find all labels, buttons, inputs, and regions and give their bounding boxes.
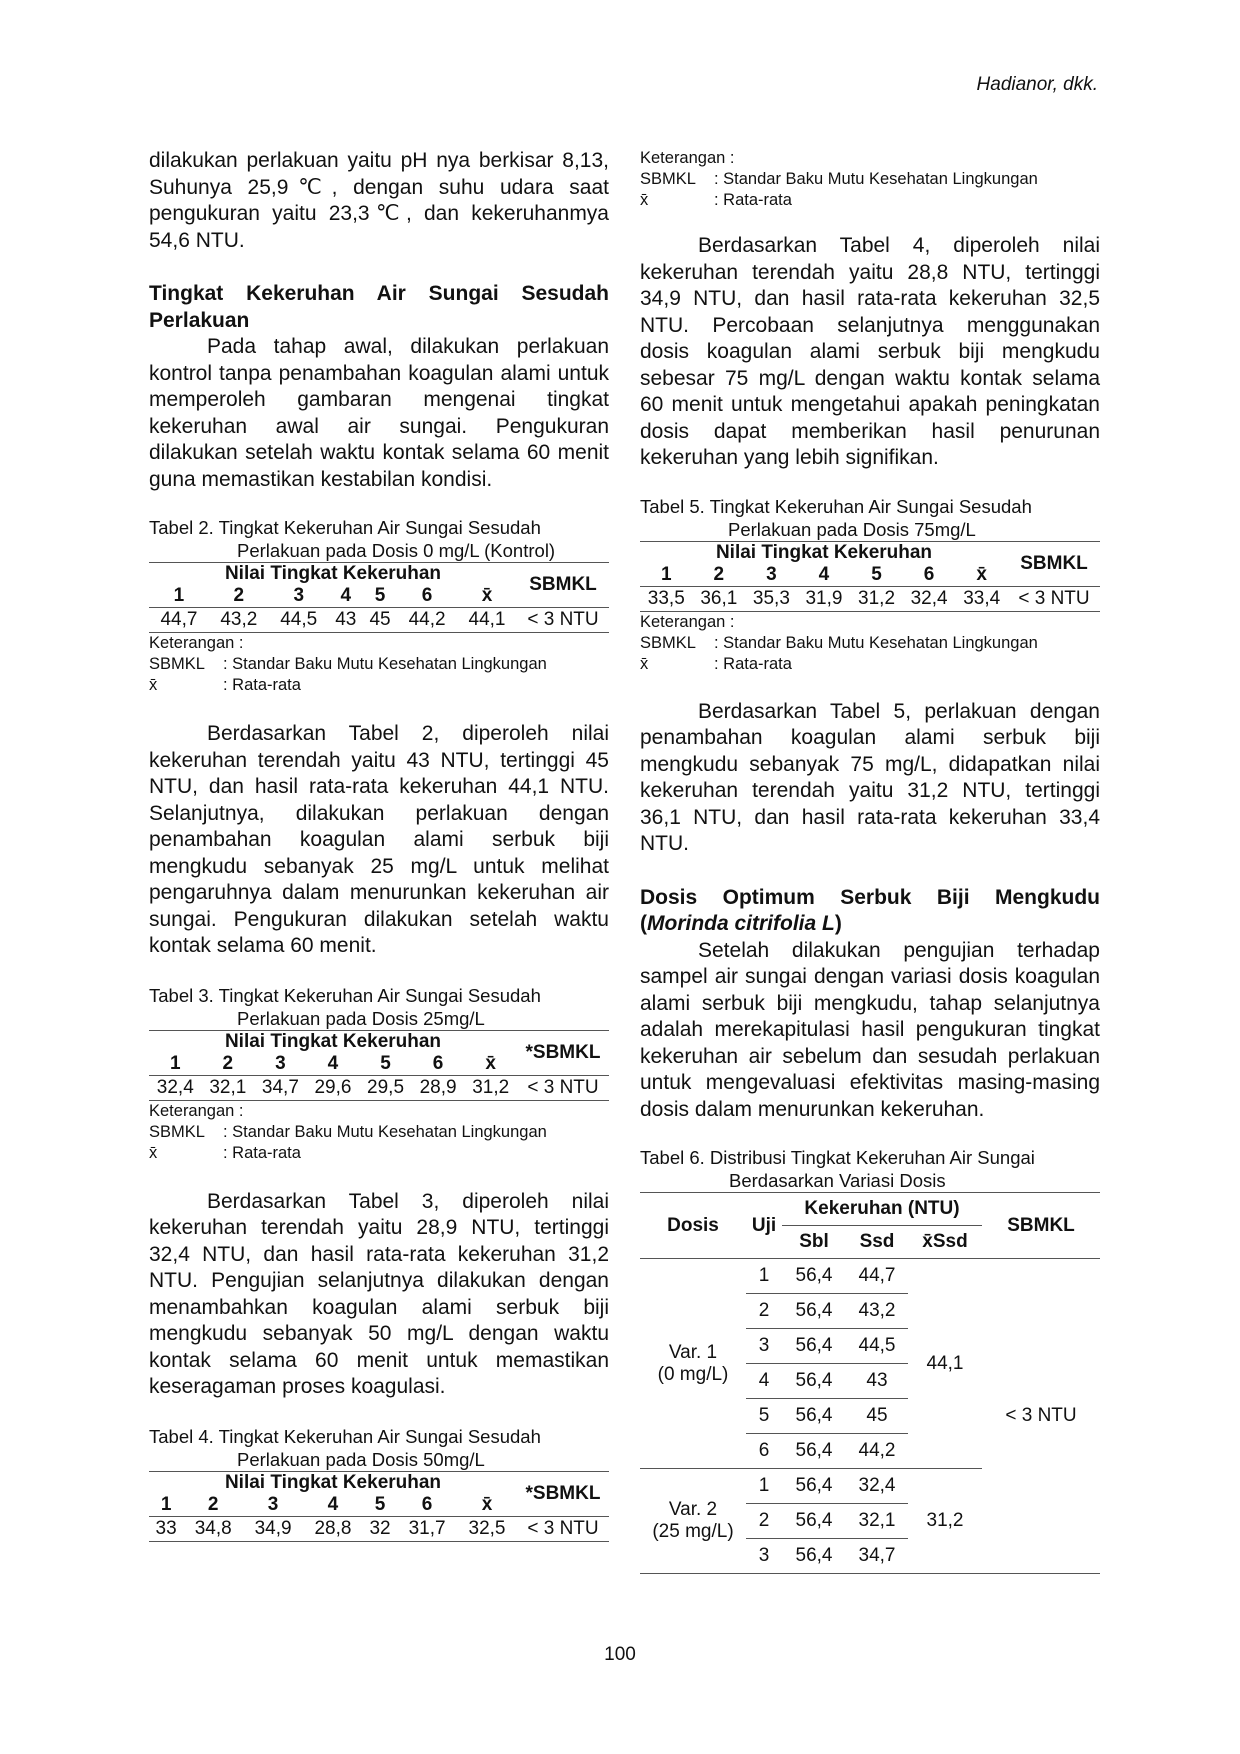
table6-dosis-header: Dosis (640, 1193, 746, 1259)
paragraph-intro: dilakukan perlakuan yaitu pH nya berkisar 8,13, Suhunya 25,9℃, dengan suhu udara saat pengukuran yaitu 23,3℃, dan kekeruhanmya 54,6 NTU. (149, 149, 609, 252)
table6-var1-mean: 44,1 (908, 1259, 982, 1469)
table3-col-4: 4 (307, 1053, 360, 1076)
table3-col-3: 3 (254, 1053, 307, 1076)
table4-cell: 32,5 (457, 1516, 517, 1541)
notes-sbmkl-value: : Standar Baku Mutu Kesehatan Lingkungan (223, 655, 547, 673)
paragraph-table4-result: Berdasarkan Tabel 4, diperoleh nilai kekeruhan terendah yaitu 28,8 NTU, tertinggi 34,9 NTU, dan hasil rata-rata kekeruhan 32,5 NTU. Percobaan selanjutnya menggunakan dosis koagulan alami serbuk biji mengkudu sebesar 75 mg/L dengan waktu kontak selama 60 menit untuk mengetahui apakah peningkatan dosis dapat memberikan hasil penurunan kekeruhan yang lebih signifikan. (640, 234, 1100, 469)
section-heading-turbidity-after: Tingkat Kekeruhan Air Sungai Sesudah Perlakuan (149, 282, 609, 332)
table2-caption-line1: Tabel 2. Tingkat Kekeruhan Air Sungai Sesudah (149, 517, 541, 538)
table6-cell: 1 (746, 1469, 782, 1504)
table5-caption-line2: Perlakuan pada Dosis 75mg/L (728, 518, 976, 540)
notes-label: Keterangan : (149, 634, 244, 652)
table6-cell: 56,4 (782, 1294, 846, 1329)
table6-cell: 44,2 (846, 1434, 908, 1469)
table4 (149, 1471, 609, 1542)
notes-label: Keterangan : (149, 1101, 244, 1120)
table3-col-mean: x̄ (464, 1053, 517, 1076)
table2-group-header: Nilai Tingkat Kekeruhan (149, 563, 517, 586)
table2-cell: 45 (363, 608, 397, 633)
table3-group-header: Nilai Tingkat Kekeruhan (149, 1030, 517, 1053)
table4-col-1: 1 (149, 1494, 183, 1517)
table6-var2-dosis (640, 1469, 746, 1574)
table6-cell: 56,4 (782, 1504, 846, 1539)
table3 (149, 1030, 609, 1101)
table3-notes (149, 1101, 609, 1164)
notes-label: Keterangan : (640, 149, 735, 167)
notes-sbmkl-value: : Standar Baku Mutu Kesehatan Lingkungan (223, 1122, 547, 1141)
table5-caption (640, 495, 1100, 541)
table2-cell: 44,5 (269, 608, 329, 633)
table6-caption-line2: Berdasarkan Variasi Dosis (729, 1170, 946, 1191)
table3-cell: 31,2 (464, 1075, 517, 1100)
notes-mean-key: x̄ (640, 191, 649, 209)
notes-mean-value: : Rata-rata (714, 654, 792, 673)
table6-uji-header: Uji (746, 1193, 782, 1259)
table3-col-5: 5 (359, 1053, 412, 1076)
table2-caption (149, 516, 609, 562)
table3-cell: 32,1 (202, 1075, 255, 1100)
table6-sbmkl-value: < 3 NTU (982, 1259, 1100, 1574)
table2-col-mean: x̄ (457, 585, 517, 608)
table6-cell: 56,4 (782, 1399, 846, 1434)
notes-mean-value: : Rata-rata (223, 1143, 301, 1162)
section2-heading-a: Dosis Optimum Serbuk Biji Mengkudu ( (640, 885, 1100, 935)
table2-cell: < 3 NTU (517, 608, 609, 633)
table6 (640, 1192, 1100, 1574)
table6-cell: 56,4 (782, 1364, 846, 1399)
table-row (640, 586, 1100, 611)
table2-notes (149, 633, 609, 696)
table6-var1-dosis (640, 1259, 746, 1469)
table5-cell: 31,2 (850, 586, 903, 611)
right-column (640, 148, 1100, 1574)
page-number: 100 (604, 1644, 636, 1665)
table4-caption-line2: Perlakuan pada Dosis 50mg/L (237, 1448, 485, 1470)
table4-cell: 32 (363, 1516, 397, 1541)
notes-mean-key: x̄ (149, 1143, 158, 1162)
table2-cell: 44,2 (397, 608, 457, 633)
table4-col-mean: x̄ (457, 1494, 517, 1517)
table6-cell: 43,2 (846, 1294, 908, 1329)
table-row (640, 1259, 1100, 1294)
paragraph-table2-result: Berdasarkan Tabel 2, diperoleh nilai kekeruhan terendah yaitu 43 NTU, tertinggi 45 NTU, dan hasil rata-rata kekeruhan 44,1 NTU. Selanjutnya, dilakukan perlakuan dengan penambahan koagulan alami serbuk biji mengkudu sebanyak 25 mg/L untuk melihat pengaruhnya dalam menurunkan kekeruhan air sungai. Pengukuran dilakukan setelah waktu kontak selama 60 menit. (149, 722, 609, 957)
running-header: Hadianor, dkk. (976, 74, 1098, 95)
left-column (149, 148, 609, 1542)
table2-col-5: 5 (363, 585, 397, 608)
table6-cell: 44,5 (846, 1329, 908, 1364)
table6-cell: 44,7 (846, 1259, 908, 1294)
section2-heading-species: Morinda citrifolia L (647, 912, 835, 935)
table6-cell: 45 (846, 1399, 908, 1434)
table4-cell: 34,9 (243, 1516, 303, 1541)
table6-group-header: Kekeruhan (NTU) (782, 1193, 982, 1226)
table6-mean-header: x̄Ssd (908, 1226, 982, 1259)
table6-var2-line1: Var. 2 (668, 1499, 718, 1520)
notes-sbmkl-key: SBMKL (149, 1122, 205, 1141)
table5-col-4: 4 (798, 564, 851, 587)
table5-cell: 33,5 (640, 586, 693, 611)
table6-cell: 56,4 (782, 1469, 846, 1504)
table4-group-header: Nilai Tingkat Kekeruhan (149, 1471, 517, 1494)
table6-cell: 56,4 (782, 1539, 846, 1574)
table3-cell: 34,7 (254, 1075, 307, 1100)
notes-sbmkl-key: SBMKL (640, 633, 696, 652)
table4-col-6: 6 (397, 1494, 457, 1517)
section-heading-optimum-dose (640, 885, 1100, 938)
table2-col-2: 2 (209, 585, 269, 608)
table5-cell: 33,4 (955, 586, 1008, 611)
notes-mean-key: x̄ (640, 654, 649, 673)
table5-col-6: 6 (903, 564, 956, 587)
notes-sbmkl-key: SBMKL (640, 170, 696, 188)
table4-caption-line1: Tabel 4. Tingkat Kekeruhan Air Sungai Sesudah (149, 1425, 541, 1447)
table3-col-2: 2 (202, 1053, 255, 1076)
table6-cell: 6 (746, 1434, 782, 1469)
table2 (149, 562, 609, 633)
table6-cell: 34,7 (846, 1539, 908, 1574)
table3-cell: 28,9 (412, 1075, 465, 1100)
notes-sbmkl-value: : Standar Baku Mutu Kesehatan Lingkungan (714, 170, 1038, 188)
table4-cell: 31,7 (397, 1516, 457, 1541)
table5-sbmkl-header: SBMKL (1008, 541, 1100, 586)
table4-cell: 34,8 (183, 1516, 243, 1541)
table4-sbmkl-header: *SBMKL (517, 1471, 609, 1516)
table4-cell: < 3 NTU (517, 1516, 609, 1541)
notes-mean-value: : Rata-rata (714, 191, 792, 209)
table2-sbmkl-header: SBMKL (517, 563, 609, 608)
table5 (640, 541, 1100, 612)
table4-col-4: 4 (303, 1494, 363, 1517)
table2-caption-line2: Perlakuan pada Dosis 0 mg/L (Kontrol) (237, 540, 556, 561)
table2-col-6: 6 (397, 585, 457, 608)
table6-cell: 5 (746, 1399, 782, 1434)
table2-col-4: 4 (329, 585, 363, 608)
table6-cell: 32,4 (846, 1469, 908, 1504)
table3-caption-line1: Tabel 3. Tingkat Kekeruhan Air Sungai Sesudah (149, 984, 541, 1006)
table6-cell: 3 (746, 1539, 782, 1574)
table4-col-3: 3 (243, 1494, 303, 1517)
table6-sbl-header: Sbl (782, 1226, 846, 1259)
table4-caption (149, 1425, 609, 1471)
table4-col-2: 2 (183, 1494, 243, 1517)
notes-sbmkl-key: SBMKL (149, 655, 205, 673)
table6-cell: 2 (746, 1294, 782, 1329)
notes-sbmkl-value: : Standar Baku Mutu Kesehatan Lingkungan (714, 633, 1038, 652)
table-row (149, 608, 609, 633)
table3-col-1: 1 (149, 1053, 202, 1076)
table6-var1-line2: (0 mg/L) (657, 1363, 729, 1385)
notes-mean-key: x̄ (149, 676, 158, 694)
table5-col-5: 5 (850, 564, 903, 587)
table3-cell: 29,6 (307, 1075, 360, 1100)
table6-cell: 56,4 (782, 1259, 846, 1294)
table6-caption-line1: Tabel 6. Distribusi Tingkat Kekeruhan Air Sungai (640, 1147, 1035, 1168)
table6-var2-mean: 31,2 (908, 1469, 982, 1574)
table6-cell: 3 (746, 1329, 782, 1364)
table3-caption (149, 984, 609, 1030)
paragraph-table5-result: Berdasarkan Tabel 5, perlakuan dengan penambahan koagulan alami serbuk biji mengkudu sebanyak 75 mg/L, didapatkan nilai kekeruhan terendah yaitu 31,2 NTU, tertinggi 36,1 NTU, dan hasil rata-rata kekeruhan 33,4 NTU. (640, 699, 1100, 855)
table6-var2-line2: (25 mg/L) (652, 1521, 734, 1542)
paragraph-control: Pada tahap awal, dilakukan perlakuan kontrol tanpa penambahan koagulan alami untuk memperoleh gambaran mengenai tingkat kekeruhan awal air sungai. Pengukuran dilakukan setelah waktu kontak selama 60 menit guna memastikan kestabilan kondisi. (149, 335, 609, 491)
table-row (149, 1516, 609, 1541)
table5-cell: 32,4 (903, 586, 956, 611)
table6-sbmkl-header: SBMKL (982, 1193, 1100, 1259)
table6-cell: 1 (746, 1259, 782, 1294)
table5-group-header: Nilai Tingkat Kekeruhan (640, 541, 1008, 564)
table3-sbmkl-header: *SBMKL (517, 1030, 609, 1075)
table3-cell: < 3 NTU (517, 1075, 609, 1100)
table2-cell: 44,7 (149, 608, 209, 633)
notes-mean-value: : Rata-rata (223, 676, 301, 694)
table6-cell: 32,1 (846, 1504, 908, 1539)
table6-cell: 56,4 (782, 1434, 846, 1469)
table5-cell: 35,3 (745, 586, 798, 611)
table5-col-1: 1 (640, 564, 693, 587)
table2-cell: 43,2 (209, 608, 269, 633)
table5-col-2: 2 (693, 564, 746, 587)
table5-cell: 36,1 (693, 586, 746, 611)
table2-col-1: 1 (149, 585, 209, 608)
table6-caption (640, 1146, 1100, 1192)
table6-cell: 4 (746, 1364, 782, 1399)
table5-cell: 31,9 (798, 586, 851, 611)
table4-col-5: 5 (363, 1494, 397, 1517)
table2-cell: 43 (329, 608, 363, 633)
table3-col-6: 6 (412, 1053, 465, 1076)
table5-col-mean: x̄ (955, 564, 1008, 587)
table5-cell: < 3 NTU (1008, 586, 1100, 611)
paragraph-optimum-dose: Setelah dilakukan pengujian terhadap sampel air sungai dengan variasi dosis koagulan alami serbuk biji mengkudu, tahap selanjutnya adalah merekapitulasi hasil pengukuran tingkat kekeruhan air sebelum dan sesudah perlakuan untuk mengevaluasi efektivitas masing-masing dosis dalam menurunkan kekeruhan. (640, 938, 1100, 1121)
table2-cell: 44,1 (457, 608, 517, 633)
paragraph-table3-result: Berdasarkan Tabel 3, diperoleh nilai kekeruhan terendah yaitu 28,9 NTU, tertinggi 32,4 NTU, dan hasil rata-rata kekeruhan 31,2 NTU. Pengujian selanjutnya dilakukan dengan menambahkan koagulan alami serbuk biji mengkudu sebanyak 50 mg/L dengan waktu kontak selama 60 menit untuk memastikan keseragaman proses koagulasi. (149, 1189, 609, 1398)
table6-cell: 56,4 (782, 1329, 846, 1364)
table6-ssd-header: Ssd (846, 1226, 908, 1259)
table4-notes (640, 148, 1100, 211)
table6-cell: 2 (746, 1504, 782, 1539)
table6-var1-line1: Var. 1 (668, 1341, 718, 1363)
table4-cell: 33 (149, 1516, 183, 1541)
table6-cell: 43 (846, 1364, 908, 1399)
table4-cell: 28,8 (303, 1516, 363, 1541)
table-row (149, 1075, 609, 1100)
table2-col-3: 3 (269, 585, 329, 608)
table3-cell: 29,5 (359, 1075, 412, 1100)
table5-caption-line1: Tabel 5. Tingkat Kekeruhan Air Sungai Sesudah (640, 495, 1032, 517)
table3-caption-line2: Perlakuan pada Dosis 25mg/L (237, 1007, 485, 1029)
notes-label: Keterangan : (640, 612, 735, 631)
section2-heading-b: ) (834, 912, 842, 935)
table5-notes (640, 612, 1100, 675)
table5-col-3: 3 (745, 564, 798, 587)
table3-cell: 32,4 (149, 1075, 202, 1100)
